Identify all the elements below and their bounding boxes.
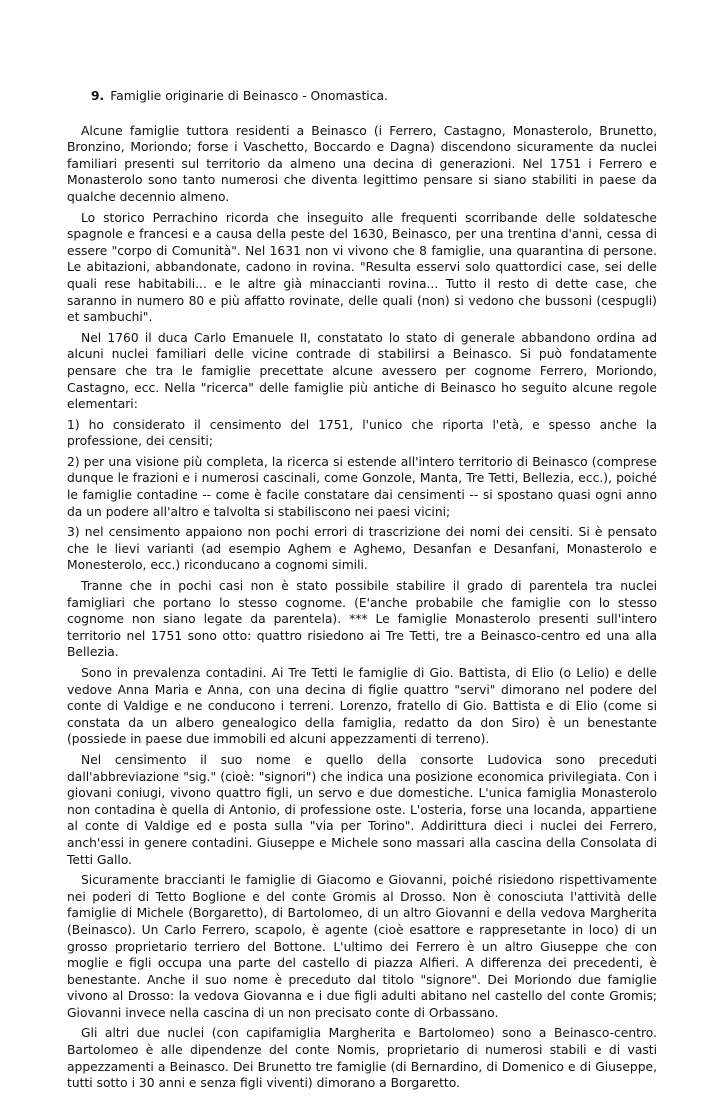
rule-1: 1) ho considerato il censimento del 1751, l'unico che riporta l'età, e spesso anche la professione, dei censiti; — [67, 417, 657, 449]
document-page — [67, 88, 657, 1096]
paragraph-beinasco-centro: Gli altri due nuclei (con capifamiglia Margherita e Bartolomeo) sono a Beinasco-centro. Bartolomeo è alle dipendenze del conte Nomis, proprietario di numerosi stabili e di vasti appezzamenti a Beinasco. Dei Brunetto tre famiglie (di Bernardino, di Domenico e di Giuseppe, tutti sotto i 30 anni e senza figli viventi) dimorano a Borgaretto. — [67, 1026, 657, 1091]
paragraph-parentela: Tranne che in pochi casi non è stato possibile stabilire il grado di parentela tra nuclei famigliari che portano lo stesso cognome. (E'anche probabile che famiglie con lo stesso cognome non siano legate da parentela). *** Le famiglie Monasterolo presenti sull'intero territorio nel 1751 sono otto: quattro risiedono ai Tre Tetti, tre a Beinasco-centro ed una alla Bellezia. — [67, 579, 657, 660]
paragraph-braccianti: Sicuramente braccianti le famiglie di Giacomo e Giovanni, poiché risiedono rispettivamente nei poderi di Tetto Boglione e del conte Gromis al Drosso. Non è conosciuta l'attività delle famiglie di Michele (Borgaretto), di Bartolomeo, di un altro Giovanni e della vedova Margherita (Beinasco). Un Carlo Ferrero, scapolo, è agente (cioè esattore e rappresetante in loco) di un grosso proprietario terriero del Bottone. L'ultimo dei Ferrero è un altro Giuseppe che con moglie e figli occupa una parte del castello di piazza Alfieri. A differenza dei precedenti, è benestante. Anche il suo nome è preceduto dal titolo "signore". Dei Moriondo due famiglie vivono al Drosso: la vedova Giovanna e i due figli adulti abitano nel castello del conte Gromis; Giovanni invece nella cascina di un non precisato conte di Orbassano. — [67, 873, 657, 1020]
rule-2: 2) per una visione più completa, la ricerca si estende all'intero territorio di Beinasco (comprese dunque le frazioni e i numerosi cascinali, come Gonzole, Manta, Tre Tetti, Bellezia, ecc.), poiché le famiglie contadine -- come è facile constatare dai censimenti -- si spostano quasi ogni anno da un podere all'altro e talvolta si stabiliscono nei paesi vicini; — [67, 454, 657, 519]
paragraph-censimento: Nel censimento il suo nome e quello della consorte Ludovica sono preceduti dall'abbreviazione "sig." (cioè: "signori") che indica una posizione economica privilegiata. Con i giovani coniugi, vivono quattro figli, un servo e due domestiche. L'unica famiglia Monasterolo non contadina è quella di Antonio, di professione oste. L'osteria, forse una locanda, appartiene al conte di Valdige ed e posta sulla "via per Torino". Addirittura dieci i nuclei dei Ferrero, anch'essi in genere contadini. Giuseppe e Michele sono massari alla cascina della Consolata di Tetti Gallo. — [67, 752, 657, 867]
section-number: 9. — [91, 89, 105, 103]
section-title: Famiglie originarie di Beinasco - Onomastica. — [110, 89, 388, 103]
paragraph-perrachino: Lo storico Perrachino ricorda che inseguito alle frequenti scorribande delle soldatesche spagnole e francesi e a causa della peste del 1630, Beinasco, per una trentina d'anni, cessa di essere "corpo di Comunità". Nel 1631 non vi vivono che 8 famiglie, una quarantina di persone. Le abitazioni, abbandonate, cadono in rovina. "Resulta esservi solo quattordici case, sei delle quali rese habitabili... e le altre già minaccianti rovina... Tutto il resto di dette case, che saranno in numero 80 e più affatto rovinate, delle quali (non) si vedono che bussoni (cespugli) et sambuchi". — [67, 210, 657, 325]
rule-3: 3) nel censimento appaiono non pochi errori di trascrizione dei nomi dei censiti. Si è pensato che le lievi varianti (ad esempio Aghem e Agheмо, Desanfan e Desanfani, Monasterolo e Monesterolo, ecc.) riconducano a cognomi simili. — [67, 525, 657, 573]
paragraph-intro: Alcune famiglie tuttora residenti a Beinasco (i Ferrero, Castagno, Monasterolo, Brunetto, Bronzino, Moriondo; forse i Vaschetto, Boccardo e Dagna) discendono sicuramente da nuclei familiari presenti sul territorio da almeno una decina di generazioni. Nel 1751 i Ferrero e Monasterolo sono tanto numerosi che diventa legittimo pensare si siano stabiliti in paese da qualche decennio almeno. — [67, 123, 657, 204]
paragraph-contadini: Sono in prevalenza contadini. Ai Tre Tetti le famiglie di Gio. Battista, di Elio (o Lelio) e delle vedove Anna Maria e Anna, con una decina di figlie quattro "servi" dimorano nel podere del conte di Valdige e ne conducono i terreni. Lorenzo, fratello di Gio. Battista e di Elio (come si constata da un albero genealogico della famiglia, redatto da don Siro) è un benestante (possiede in paese due immobili ed alcuni appezzamenti di terreno). — [67, 666, 657, 747]
paragraph-1760: Nel 1760 il duca Carlo Emanuele II, constatato lo stato di generale abbandono ordina ad alcuni nuclei familiari delle vicine contrade di stabilirsi a Beinasco. Si può fondatamente pensare che tra le famiglie precettate alcune avessero per cognome Ferrero, Moriondo, Castagno, ecc. Nella "ricerca" delle famiglie più antiche di Beinasco ho seguito alcune regole elementari: — [67, 330, 657, 412]
section-heading — [91, 88, 657, 105]
